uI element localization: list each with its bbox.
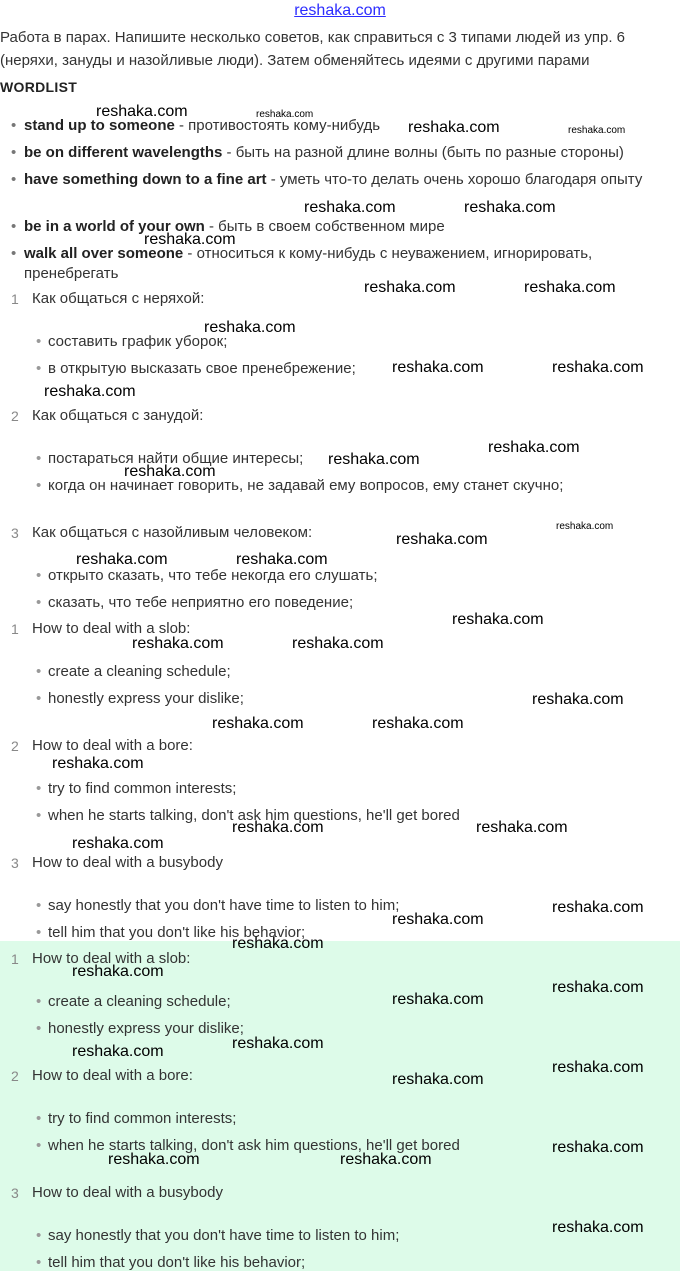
watermark: reshaka.com	[408, 119, 500, 136]
item-number: 2	[11, 1068, 19, 1084]
item-number: 3	[11, 1185, 19, 1201]
question-heading: How to deal with a bore:	[32, 737, 193, 754]
tip-item: • honestly express your dislike;	[48, 690, 244, 707]
tip-item: • tell him that you don't like his behavior;	[48, 924, 305, 941]
item-number: 1	[11, 291, 19, 307]
wordlist-item	[24, 143, 674, 163]
site-link[interactable]: reshaka.com	[294, 2, 386, 19]
tip-item: • try to find common interests;	[48, 780, 236, 797]
watermark: reshaka.com	[232, 819, 324, 836]
wordlist-term: be in a world of your own	[24, 218, 205, 235]
watermark: reshaka.com	[552, 1219, 644, 1236]
tip-item: • when he starts talking, don't ask him questions, he'll get bored	[48, 1137, 460, 1154]
watermark: reshaka.com	[232, 1035, 324, 1052]
wordlist-definition: - противостоять кому-нибудь	[174, 117, 381, 134]
tip-item: • открыто сказать, что тебе некогда его слушать;	[48, 567, 378, 584]
watermark: reshaka.com	[328, 451, 420, 468]
watermark: reshaka.com	[372, 715, 464, 732]
question-heading: Как общаться с назойливым человеком:	[32, 524, 313, 541]
watermark: reshaka.com	[396, 531, 488, 548]
tip-item: • постараться найти общие интересы;	[48, 450, 303, 467]
watermark: reshaka.com	[392, 359, 484, 376]
item-number: 3	[11, 855, 19, 871]
watermark: reshaka.com	[132, 635, 224, 652]
watermark: reshaka.com	[232, 935, 324, 952]
item-number: 1	[11, 621, 19, 637]
question-heading: How to deal with a slob:	[32, 950, 191, 967]
watermark: reshaka.com	[532, 691, 624, 708]
item-number: 1	[11, 951, 19, 967]
question-heading: How to deal with a slob:	[32, 620, 191, 637]
tip-item: • в открытую высказать свое пренебрежение;	[48, 360, 356, 377]
watermark: reshaka.com	[236, 551, 328, 568]
watermark: reshaka.com	[552, 1059, 644, 1076]
question-heading: Как общаться с занудой:	[32, 407, 204, 424]
watermark: reshaka.com	[72, 1043, 164, 1060]
wordlist-term: have something down to a fine art	[24, 171, 267, 188]
watermark: reshaka.com	[392, 1071, 484, 1088]
wordlist-definition: - относиться к кому-нибудь с неуважением, игнорировать, пренебрегать	[24, 245, 593, 282]
watermark: reshaka.com	[256, 109, 314, 120]
watermark: reshaka.com	[72, 835, 164, 852]
watermark: reshaka.com	[204, 319, 296, 336]
watermark: reshaka.com	[552, 1139, 644, 1156]
wordlist-term: walk all over someone	[24, 245, 184, 262]
item-number: 2	[11, 408, 19, 424]
watermark: reshaka.com	[556, 521, 614, 532]
watermark: reshaka.com	[76, 551, 168, 568]
watermark: reshaka.com	[124, 463, 216, 480]
watermark: reshaka.com	[392, 991, 484, 1008]
wordlist-item	[24, 244, 644, 284]
watermark: reshaka.com	[552, 359, 644, 376]
watermark: reshaka.com	[44, 383, 136, 400]
tip-item: • say honestly that you don't have time to listen to him;	[48, 897, 399, 914]
task-instructions: Работа в парах. Напишите несколько советов, как справиться с 3 типами людей из упр. 6 (неряхи, зануды и назойливые люди). Затем обменяйтесь идеями с другими парами	[0, 29, 625, 69]
wordlist-definition: - уметь что-то делать очень хорошо благодаря опыту	[266, 171, 643, 188]
watermark: reshaka.com	[364, 279, 456, 296]
tip-item: • say honestly that you don't have time to listen to him;	[48, 1227, 399, 1244]
tip-item: • когда он начинает говорить, не задавай ему вопросов, ему станет скучно;	[48, 477, 563, 494]
item-number: 2	[11, 738, 19, 754]
watermark: reshaka.com	[212, 715, 304, 732]
watermark: reshaka.com	[292, 635, 384, 652]
wordlist-term: be on different wavelengths	[24, 144, 223, 161]
tip-item: • сказать, что тебе неприятно его поведение;	[48, 594, 353, 611]
tip-item: • create a cleaning schedule;	[48, 663, 231, 680]
watermark: reshaka.com	[552, 979, 644, 996]
wordlist-item	[24, 217, 674, 237]
question-heading: How to deal with a busybody	[32, 1184, 223, 1201]
watermark: reshaka.com	[568, 125, 626, 136]
watermark: reshaka.com	[488, 439, 580, 456]
watermark: reshaka.com	[552, 899, 644, 916]
tip-item: • honestly express your dislike;	[48, 1020, 244, 1037]
watermark: reshaka.com	[108, 1151, 200, 1168]
wordlist-definition: - быть на разной длине волны (быть по разные стороны)	[222, 144, 624, 161]
watermark: reshaka.com	[452, 611, 544, 628]
item-number: 3	[11, 525, 19, 541]
watermark: reshaka.com	[524, 279, 616, 296]
tip-item: • when he starts talking, don't ask him questions, he'll get bored	[48, 807, 460, 824]
wordlist-title: WORDLIST	[0, 79, 78, 95]
tip-item: • tell him that you don't like his behavior;	[48, 1254, 305, 1271]
wordlist-term: stand up to someone	[24, 117, 175, 134]
watermark: reshaka.com	[96, 103, 188, 120]
wordlist-item	[24, 170, 644, 190]
watermark: reshaka.com	[304, 199, 396, 216]
watermark: reshaka.com	[72, 963, 164, 980]
watermark: reshaka.com	[52, 755, 144, 772]
question-heading: How to deal with a bore:	[32, 1067, 193, 1084]
watermark: reshaka.com	[464, 199, 556, 216]
watermark: reshaka.com	[144, 231, 236, 248]
watermark: reshaka.com	[340, 1151, 432, 1168]
watermark: reshaka.com	[392, 911, 484, 928]
tip-item: • create a cleaning schedule;	[48, 993, 231, 1010]
watermark: reshaka.com	[476, 819, 568, 836]
question-heading: Как общаться с неряхой:	[32, 290, 205, 307]
wordlist-definition: - быть в своем собственном мире	[204, 218, 445, 235]
tip-item: • try to find common interests;	[48, 1110, 236, 1127]
question-heading: How to deal with a busybody	[32, 854, 223, 871]
tip-item: • составить график уборок;	[48, 333, 227, 350]
